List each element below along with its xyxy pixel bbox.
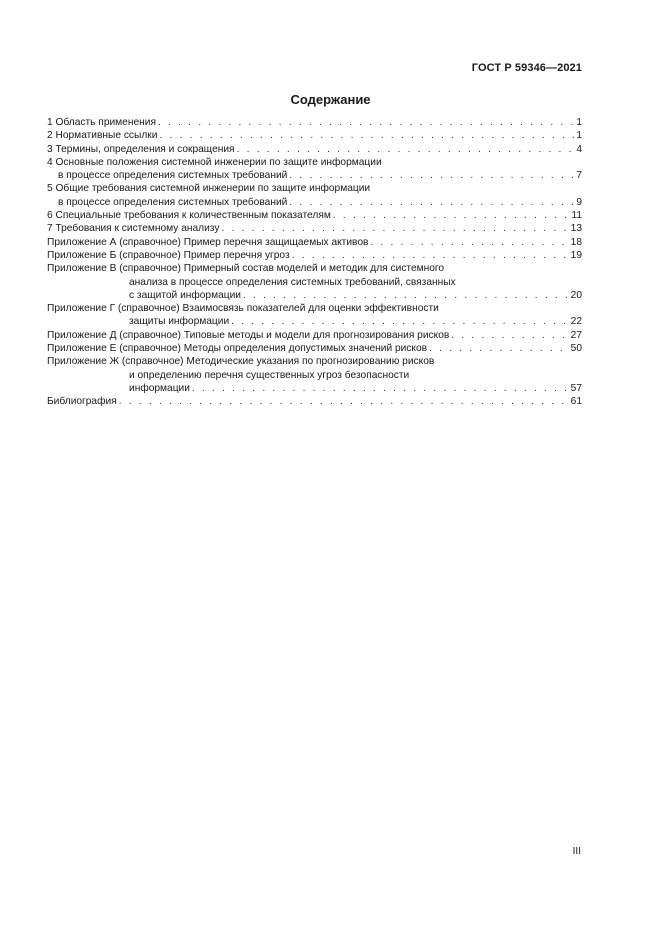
toc-leader-dots	[243, 289, 569, 302]
toc-page-number: 27	[570, 329, 582, 341]
toc-entry-text: Библиография	[47, 396, 117, 408]
toc-leader-dots	[370, 236, 568, 249]
toc-page-number: 20	[570, 289, 582, 301]
toc-entry-text: анализа в процессе определения системных требований, связанных	[129, 276, 456, 288]
toc-entry[interactable]	[47, 342, 582, 355]
toc-page-number: 50	[570, 343, 582, 355]
toc-leader-dots	[192, 382, 569, 395]
toc-entry[interactable]	[47, 249, 582, 262]
toc-entry[interactable]	[47, 209, 582, 222]
toc-entry-text: 1 Область применения	[47, 117, 156, 128]
toc-entry-text: защиты информации	[129, 316, 230, 328]
toc-title: Содержание	[290, 92, 371, 107]
toc-entry[interactable]	[47, 129, 582, 142]
toc-entry-text: с защитой информации	[129, 289, 241, 301]
toc-page-number: 19	[570, 249, 582, 261]
toc-entry-text: 2 Нормативные ссылки	[47, 130, 158, 142]
toc-entry-text: в процессе определения системных требований	[58, 196, 288, 208]
toc-leader-dots	[333, 209, 570, 222]
toc-leader-dots	[158, 116, 574, 129]
toc-leader-dots	[119, 395, 569, 408]
toc-page-number: 22	[570, 316, 582, 328]
toc-page-number: 7	[576, 170, 582, 182]
toc-page-number: 1	[576, 130, 582, 142]
toc-entry-text: Приложение Ж (справочное) Методические указания по прогнозированию рисков	[47, 356, 435, 368]
toc-leader-dots	[159, 129, 574, 142]
table-of-contents	[47, 116, 582, 409]
toc-entry-text: и определению перечня существенных угроз безопасности	[129, 369, 410, 381]
toc-entry-text: Приложение А (справочное) Пример перечня защищаемых активов	[47, 236, 369, 248]
toc-entry-text: в процессе определения системных требований	[58, 170, 288, 182]
standard-code: ГОСТ Р 59346—2021	[471, 62, 582, 74]
toc-leader-dots	[292, 249, 569, 262]
toc-entry-text: Приложение Д (справочное) Типовые методы и модели для прогнозирования рисков	[47, 329, 450, 341]
page-number: III	[572, 846, 581, 857]
toc-leader-dots	[231, 315, 569, 328]
toc-leader-dots	[289, 169, 574, 182]
toc-entry[interactable]	[47, 143, 582, 156]
toc-entry-text: 4 Основные положения системной инженерии по защите информации	[47, 156, 382, 168]
toc-page-number: 4	[576, 143, 582, 155]
toc-entry[interactable]	[47, 355, 582, 395]
toc-entry[interactable]	[47, 302, 582, 329]
toc-page-number: 18	[570, 236, 582, 248]
toc-entry[interactable]	[47, 395, 582, 408]
toc-page-number: 57	[570, 382, 582, 394]
toc-entry-text: 5 Общие требования системной инженерии по защите информации	[47, 183, 371, 195]
toc-leader-dots	[289, 196, 574, 209]
toc-entry[interactable]	[47, 236, 582, 249]
toc-entry-text: 3 Термины, определения и сокращения	[47, 143, 235, 155]
toc-entry[interactable]	[47, 156, 582, 183]
toc-page-number: 1	[576, 117, 582, 128]
toc-page-number: 9	[576, 196, 582, 208]
toc-leader-dots	[451, 329, 568, 342]
toc-leader-dots	[429, 342, 569, 355]
toc-entry-text: Приложение Б (справочное) Пример перечня угроз	[47, 249, 290, 261]
toc-entry[interactable]	[47, 262, 582, 302]
toc-entry[interactable]	[47, 116, 582, 129]
toc-entry-text: Приложение В (справочное) Примерный состав моделей и методик для системного	[47, 263, 445, 275]
toc-entry[interactable]	[47, 182, 582, 209]
toc-page-number: 61	[570, 396, 582, 408]
toc-leader-dots	[221, 222, 568, 235]
toc-entry-text: Приложение Е (справочное) Методы определения допустимых значений рисков	[47, 343, 428, 355]
toc-entry-text: Приложение Г (справочное) Взаимосвязь показателей для оценки эффективности	[47, 303, 439, 315]
toc-leader-dots	[237, 143, 575, 156]
toc-entry[interactable]	[47, 329, 582, 342]
toc-page-number: 13	[570, 223, 582, 235]
toc-entry[interactable]	[47, 222, 582, 235]
toc-entry-text: 7 Требования к системному анализу	[47, 223, 220, 235]
toc-page-number: 11	[571, 210, 582, 222]
toc-entry-text: информации	[129, 382, 190, 394]
toc-entry-text: 6 Специальные требования к количественным показателям	[47, 210, 331, 222]
